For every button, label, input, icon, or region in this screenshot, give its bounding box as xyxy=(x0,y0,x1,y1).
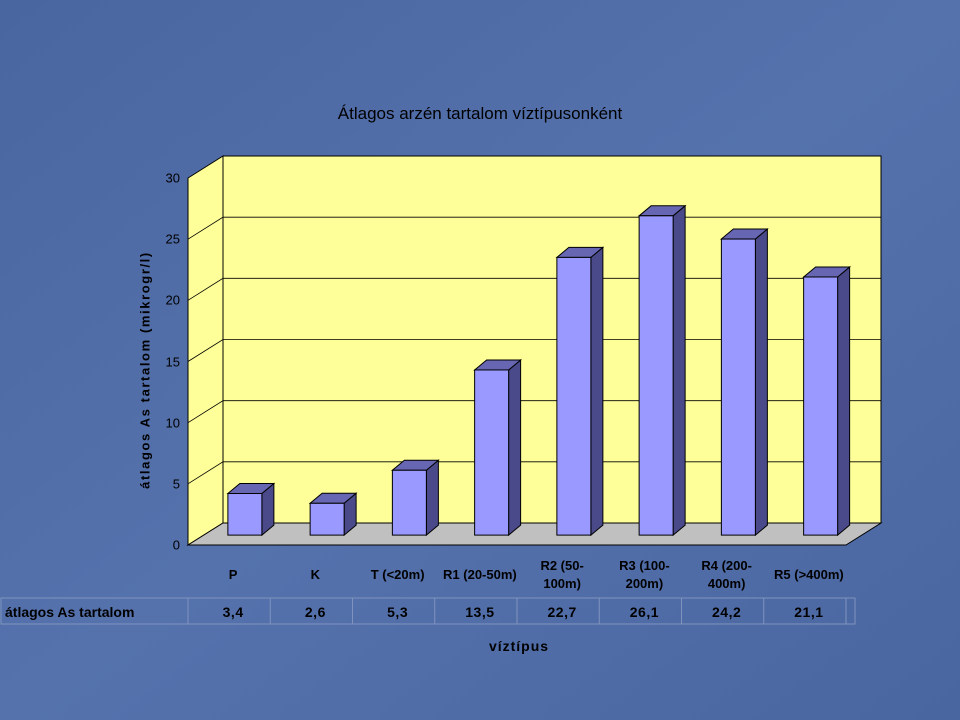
x-tick-label: T (<20m) xyxy=(370,567,425,582)
x-tick-label: P xyxy=(228,567,238,582)
data-table-value: 2,6 xyxy=(304,604,326,620)
bar-side-6 xyxy=(755,229,767,535)
x-tick-label: R4 (200- 400m) xyxy=(701,558,752,591)
bar-5 xyxy=(639,216,673,535)
x-tick-label: R3 (100- 200m) xyxy=(619,558,670,591)
data-table-value: 21,1 xyxy=(794,604,824,620)
bar-4 xyxy=(557,257,591,535)
bar-7 xyxy=(804,277,838,535)
bar-side-5 xyxy=(673,206,685,535)
y-tick-label: 20 xyxy=(165,292,180,308)
x-tick-label: R2 (50- 100m) xyxy=(540,558,584,591)
bar-side-7 xyxy=(838,267,850,535)
x-axis-label: víztípus xyxy=(488,638,550,654)
data-table-value: 3,4 xyxy=(222,604,244,620)
bar-side-2 xyxy=(426,460,438,535)
x-tick-label: R1 (20-50m) xyxy=(443,567,517,582)
y-axis-label: átlagos As tartalom (mikrogr/l) xyxy=(137,251,153,489)
bar-3 xyxy=(475,370,509,535)
x-tick-label: R5 (>400m) xyxy=(774,567,844,582)
bar-1 xyxy=(310,503,344,535)
bar-6 xyxy=(721,239,755,535)
data-table-value: 24,2 xyxy=(712,604,742,620)
y-tick-label: 30 xyxy=(165,170,180,186)
data-table-value: 22,7 xyxy=(547,604,577,620)
y-tick-label: 15 xyxy=(165,354,180,369)
y-tick-label: 0 xyxy=(172,537,180,553)
y-tick-label: 5 xyxy=(172,476,180,492)
y-tick-label: 25 xyxy=(165,231,180,247)
data-table-series-label: átlagos As tartalom xyxy=(5,604,135,620)
data-table-value: 13,5 xyxy=(465,604,495,620)
chart-title: Átlagos arzén tartalom víztípusonként xyxy=(337,104,623,123)
bar-2 xyxy=(392,470,426,535)
chart-floor xyxy=(188,523,881,545)
bar-side-4 xyxy=(591,247,603,535)
y-tick-label: 10 xyxy=(165,415,180,431)
bar-0 xyxy=(228,494,262,536)
x-tick-label: K xyxy=(310,567,321,582)
bar-side-3 xyxy=(509,360,521,535)
data-table-value: 26,1 xyxy=(629,604,659,620)
data-table-value: 5,3 xyxy=(387,604,409,620)
